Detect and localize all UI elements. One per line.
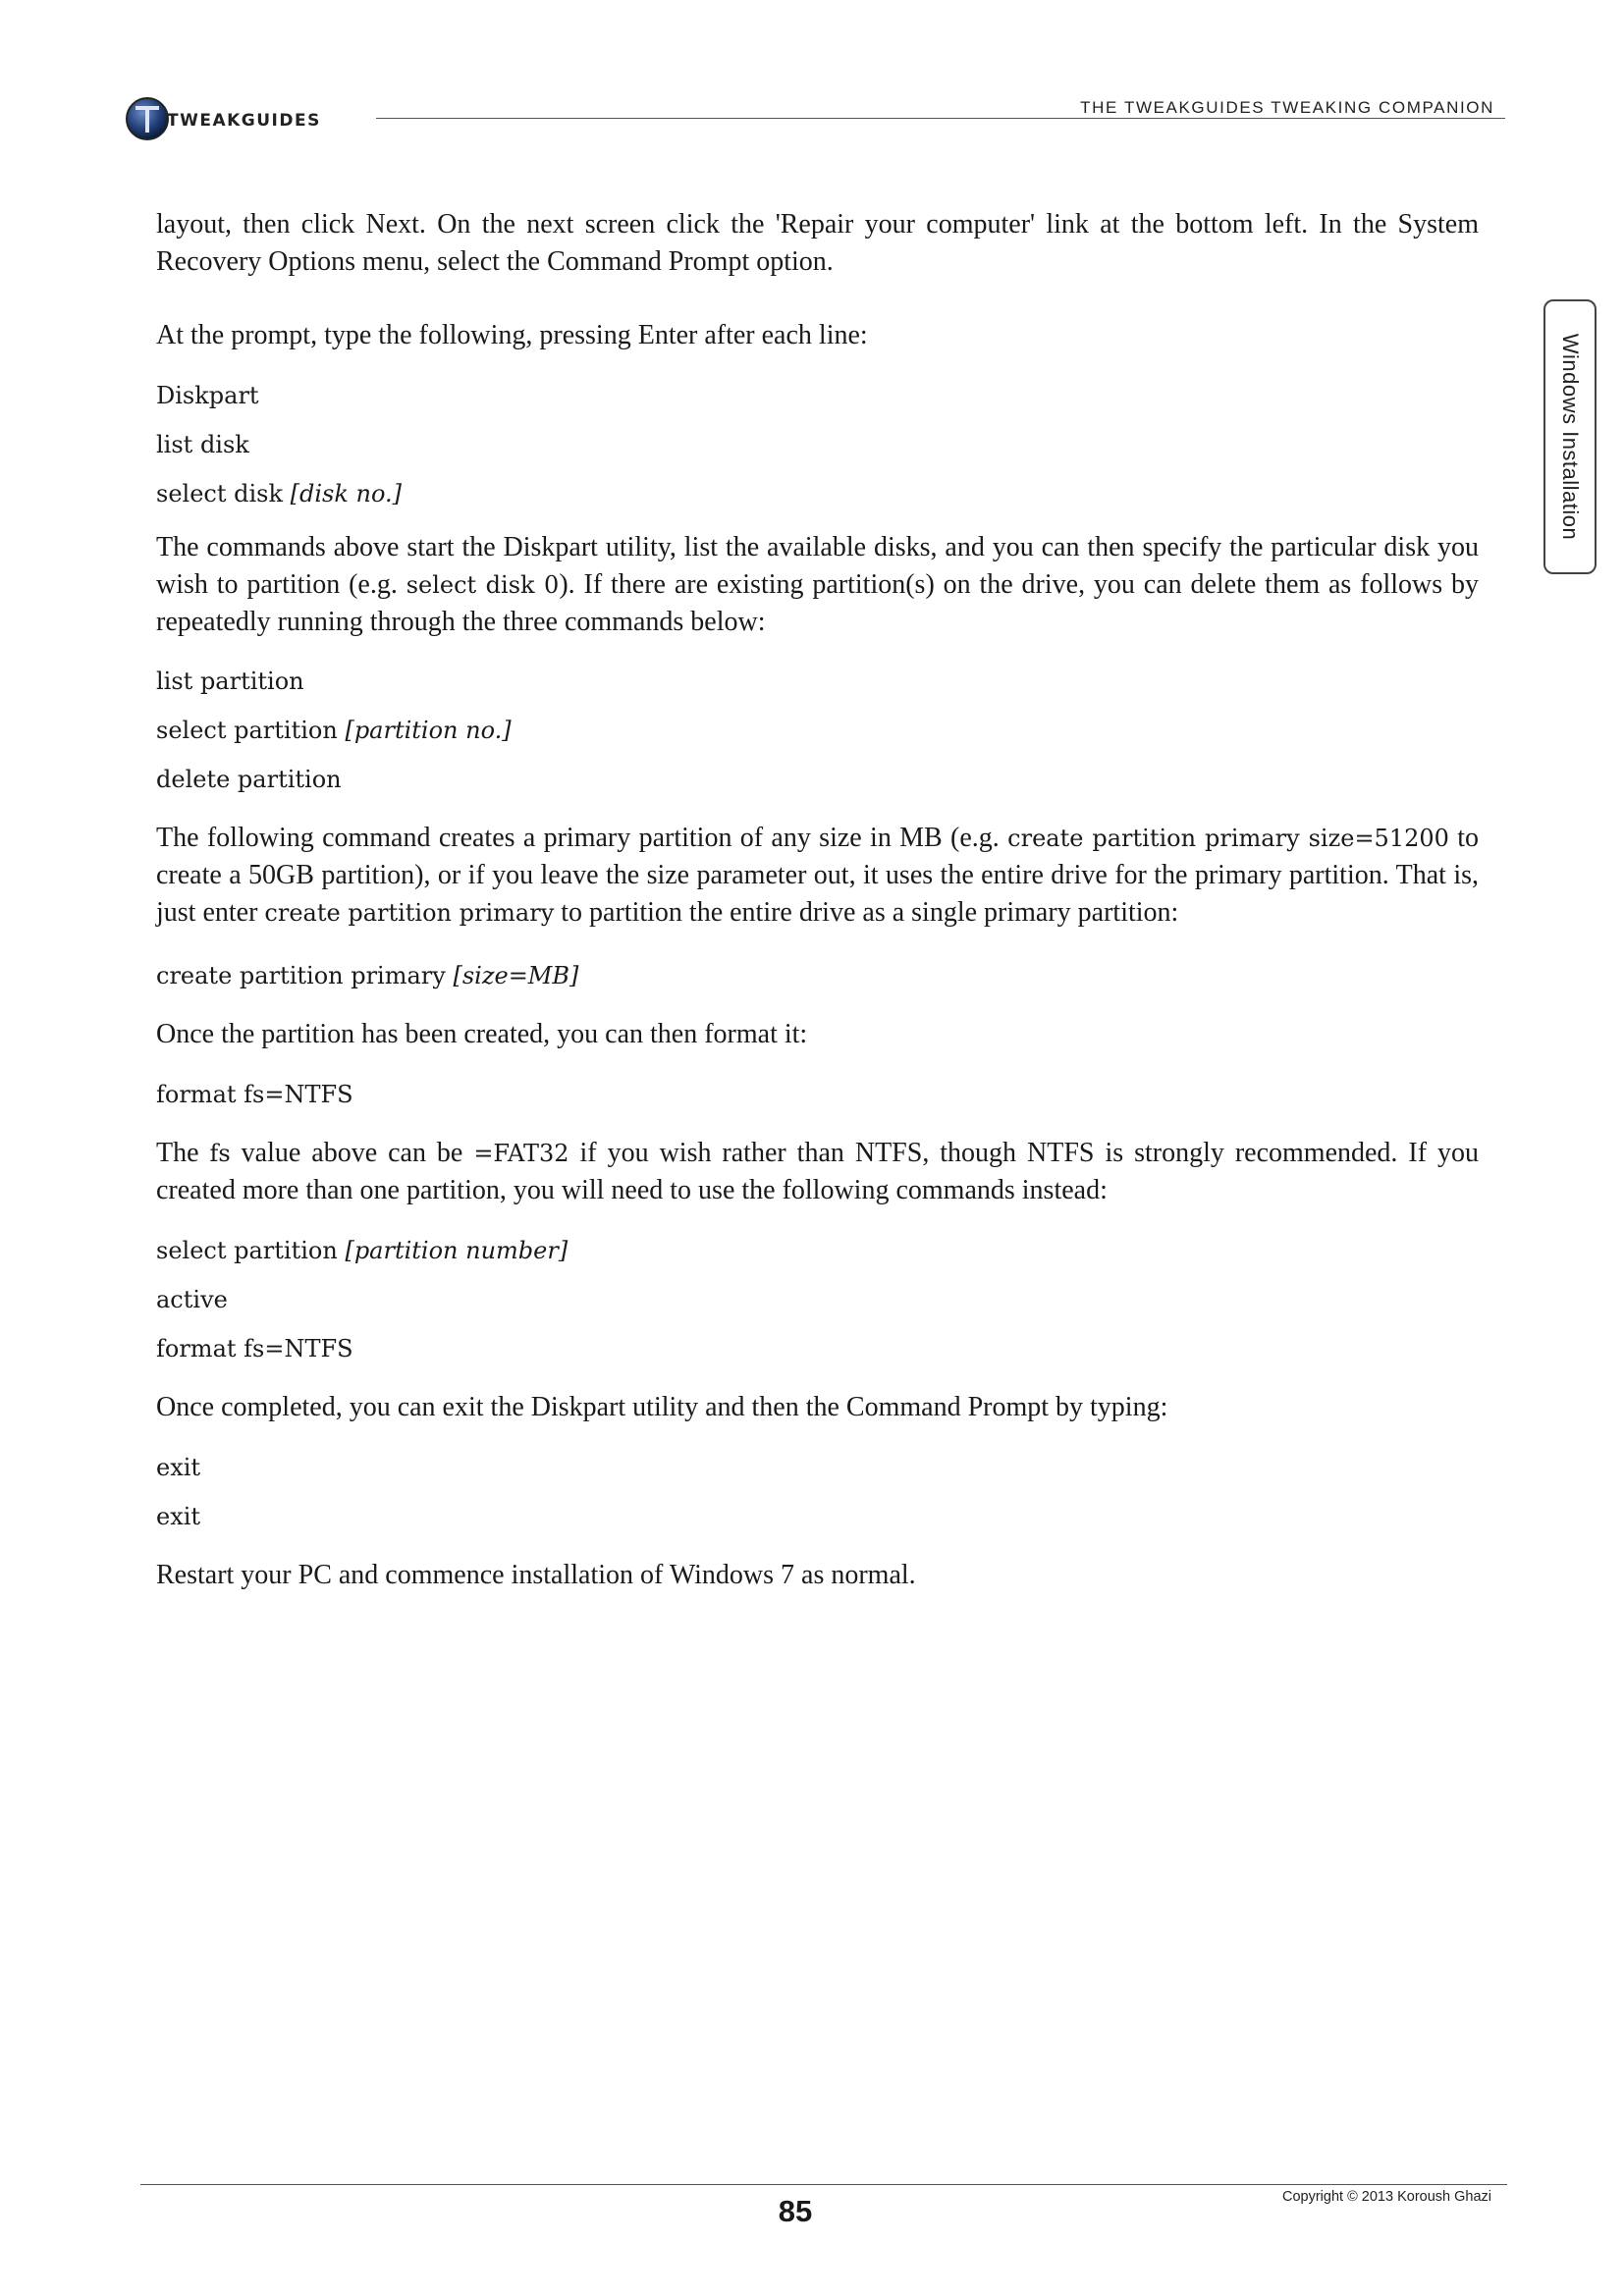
command-list-disk: list disk	[156, 431, 249, 458]
section-side-tab-label: Windows Installation	[1558, 333, 1583, 541]
paragraph-text: value above can be	[241, 1138, 463, 1168]
inline-code: =FAT32	[473, 1140, 569, 1167]
command-exit-second: exit	[156, 1503, 201, 1530]
page-content	[156, 206, 1479, 1594]
paragraph-text: The	[156, 1138, 199, 1168]
command-list-partition: list partition	[156, 667, 304, 695]
paragraph-text: if you wish rather than NTFS, though NTFS is strongly recommended. If you created more than one partition, you will need to use the following commands instead:	[156, 1138, 1480, 1205]
command-format-second: format fs=NTFS	[156, 1335, 353, 1362]
command-active: active	[156, 1286, 228, 1313]
logo-wordmark: TWEAKGUIDES	[167, 111, 321, 131]
command-argument: [partition no.]	[345, 717, 512, 744]
footer-rule	[140, 2184, 1507, 2185]
paragraph-text: The following command creates a primary partition of any size in MB (e.g.	[156, 823, 1000, 853]
command-text: create partition primary	[156, 962, 446, 989]
paragraph-fs-explanation	[156, 1135, 1479, 1209]
paragraph-text: The commands above start the Diskpart utility, list the available disks, and you can then specify the particular disk you wish to partition (e.g.	[156, 532, 1479, 600]
inline-code: create partition primary	[264, 899, 555, 927]
inline-code: select disk 0	[406, 571, 560, 599]
command-select-partition	[156, 716, 1479, 745]
command-argument: [disk no.]	[290, 480, 403, 507]
paragraph-text: to partition the entire drive as a single primary partition:	[561, 897, 1179, 928]
command-text: select partition	[156, 1237, 338, 1264]
command-argument: [partition number]	[345, 1237, 568, 1264]
command-format: format fs=NTFS	[156, 1081, 353, 1108]
paragraph-diskpart-explanation	[156, 529, 1479, 641]
command-text: select partition	[156, 717, 338, 744]
command-delete-partition: delete partition	[156, 766, 342, 793]
paragraph-restart: Restart your PC and commence installation of Windows 7 as normal.	[156, 1560, 916, 1590]
paragraph-format-intro: Once the partition has been created, you can then format it:	[156, 1019, 808, 1049]
header-rule	[376, 118, 1505, 119]
paragraph-exit-instructions: Once completed, you can exit the Diskpart utility and then the Command Prompt by typing:	[156, 1392, 1168, 1422]
paragraph-text: to create a 50GB partition), or if you leave the size parameter out, it uses the entire drive for the primary partition. That is, just enter	[156, 823, 1480, 928]
command-create-partition	[156, 961, 1479, 990]
command-diskpart: Diskpart	[156, 382, 259, 409]
command-select-partition-number	[156, 1236, 1479, 1265]
inline-code: fs	[209, 1140, 231, 1167]
paragraph-intro: layout, then click Next. On the next screen click the 'Repair your computer' link at the bottom left. In the System Recovery Options menu, select the Command Prompt option.	[156, 209, 1479, 277]
command-exit: exit	[156, 1454, 201, 1481]
paragraph-prompt-instructions: At the prompt, type the following, pressing Enter after each line:	[156, 320, 868, 350]
page-number: 85	[778, 2194, 813, 2228]
paragraph-create-partition	[156, 820, 1479, 932]
section-side-tab	[1543, 299, 1597, 574]
inline-code: create partition primary size=51200	[1007, 825, 1449, 852]
paragraph-text: ). If there are existing partition(s) on the drive, you can delete them as follows by repeatedly running through the three commands below:	[156, 569, 1480, 637]
tweakguides-logo	[126, 95, 361, 144]
command-text: select disk	[156, 480, 284, 507]
command-select-disk	[156, 479, 1479, 508]
header-title: THE TWEAKGUIDES TWEAKING COMPANION	[1080, 98, 1494, 117]
command-argument: [size=MB]	[453, 962, 579, 989]
copyright-notice: Copyright © 2013 Koroush Ghazi	[1282, 2189, 1491, 2205]
